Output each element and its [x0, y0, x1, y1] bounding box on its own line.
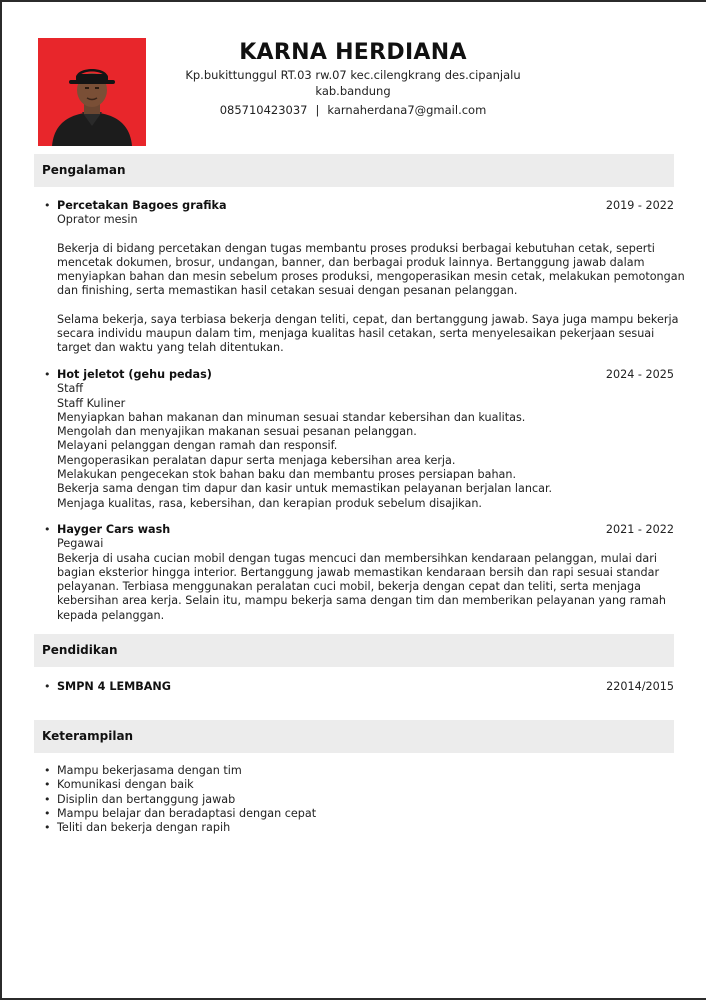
top-border — [0, 0, 706, 2]
section-header-education: Pendidikan — [34, 634, 674, 667]
job-title: Oprator mesin — [57, 213, 138, 227]
bullet-icon: • — [44, 199, 51, 212]
description-line: Menyiapkan bahan makanan dan minuman sesuai standar kebersihan dan kualitas. — [57, 410, 526, 424]
education-entry — [44, 680, 674, 694]
contact-line — [160, 103, 546, 119]
description-line: Selama bekerja, saya terbiasa bekerja dengan teliti, cepat, dan bertanggung jawab. Saya juga mampu bekerja — [57, 312, 679, 326]
skill-label: Teliti dan bekerja dengan rapih — [57, 821, 231, 835]
skill-label: Disiplin dan bertanggung jawab — [57, 792, 236, 806]
phone-number: 085710423037 — [219, 103, 308, 117]
description-line: mencetak dokumen, brosur, undangan, banner, dan berbagai produk lainnya. Bertanggung jawab dalam — [57, 255, 645, 269]
bullet-icon: • — [44, 368, 51, 381]
spacer — [57, 299, 674, 313]
experience-entry — [44, 523, 674, 623]
education-dates: 22014/2015 — [606, 680, 674, 693]
bullet-icon: • — [44, 821, 51, 835]
description-line: Bekerja di bidang percetakan dengan tugas membantu proses produksi berbagai kebutuhan cetak, seperti — [57, 241, 655, 255]
job-title: Staff — [57, 382, 84, 396]
description-line: kepada pelanggan. — [57, 608, 165, 622]
description-line: Menjaga kualitas, rasa, kebersihan, dan kerapian produk sebelum disajikan. — [57, 496, 482, 510]
skill-label: Komunikasi dengan baik — [57, 778, 194, 792]
school-name: SMPN 4 LEMBANG — [57, 680, 171, 693]
description-line: Bekerja di usaha cucian mobil dengan tugas mencuci dan membersihkan kendaraan pelanggan, mulai dari — [57, 551, 657, 565]
email-address: karnaherdana7@gmail.com — [327, 103, 487, 117]
skill-item — [44, 821, 644, 835]
skill-item — [44, 764, 644, 778]
employment-dates: 2019 - 2022 — [605, 199, 674, 212]
job-title: Pegawai — [57, 537, 104, 551]
description-line: dan finishing, serta memastikan hasil cetakan sesuai dengan pesanan pelanggan. — [57, 284, 518, 298]
description-line: secara individu maupun dalam tim, menjaga kualitas hasil cetakan, serta menyelesaikan pekerjaan sesuai — [57, 327, 655, 341]
description-line: Mengoperasikan peralatan dapur serta menjaga kebersihan area kerja. — [57, 453, 456, 467]
section-header-skills: Keterampilan — [34, 720, 674, 753]
person-portrait-icon — [38, 38, 146, 146]
description-line: target dan waktu yang telah ditentukan. — [57, 341, 284, 355]
description-line: Bekerja sama dengan tim dapur dan kasir untuk memastikan pelayanan berjalan lancar. — [57, 482, 553, 496]
candidate-name: KARNA HERDIANA — [239, 40, 467, 65]
skills-list — [44, 764, 644, 835]
company-name: Percetakan Bagoes grafika — [57, 199, 227, 212]
spacer — [57, 228, 674, 242]
description-line: bagian eksterior hingga interior. Bertanggung jawab memastikan kendaraan bersih dan rapi sesuai standar — [57, 565, 660, 579]
company-name: Hayger Cars wash — [57, 523, 171, 536]
skill-label: Mampu bekerjasama dengan tim — [57, 764, 242, 777]
skill-item — [44, 807, 644, 821]
experience-entry — [44, 368, 674, 511]
description-line: pelayanan. Terbiasa menggunakan peralatan cuci mobil, bekerja dengan cepat dan teliti, serta menjaga — [57, 580, 641, 594]
description-line: menyiapkan bahan dan mesin sebelum proses produksi, mengoperasikan mesin cetak, melakukan pemotongan — [57, 270, 685, 284]
skill-item — [44, 778, 644, 792]
left-border — [0, 0, 2, 1000]
address-line-1: Kp.bukittunggul RT.03 rw.07 kec.cilengkrang des.cipanjalu — [185, 68, 521, 82]
bullet-icon: • — [44, 792, 51, 806]
bullet-icon: • — [44, 806, 51, 820]
description-line: Melayani pelanggan dengan ramah dan responsif. — [57, 439, 338, 453]
section-header-experience: Pengalaman — [34, 154, 674, 187]
bullet-icon: • — [44, 778, 51, 792]
bullet-icon: • — [44, 523, 51, 536]
contact-separator: | — [315, 103, 320, 117]
skill-item — [44, 793, 644, 807]
bullet-icon: • — [44, 680, 51, 693]
profile-photo — [38, 38, 146, 146]
experience-entry — [44, 199, 685, 356]
job-subtitle: Staff Kuliner — [57, 396, 126, 410]
description-line: kebersihan area kerja. Selain itu, mampu bekerja sama dengan tim dan memberikan pelayanan yang ramah — [57, 594, 667, 608]
employment-dates: 2021 - 2022 — [605, 523, 674, 536]
company-name: Hot jeletot (gehu pedas) — [57, 368, 212, 381]
employment-dates: 2024 - 2025 — [605, 368, 674, 381]
bullet-icon: • — [44, 764, 51, 777]
resume-header — [160, 38, 546, 119]
address-line-2: kab.bandung — [315, 83, 391, 98]
skill-label: Mampu belajar dan beradaptasi dengan cepat — [57, 806, 317, 820]
description-line: Mengolah dan menyajikan makanan sesuai pesanan pelanggan. — [57, 425, 417, 439]
description-line: Melakukan pengecekan stok bahan baku dan membantu proses persiapan bahan. — [57, 468, 517, 482]
